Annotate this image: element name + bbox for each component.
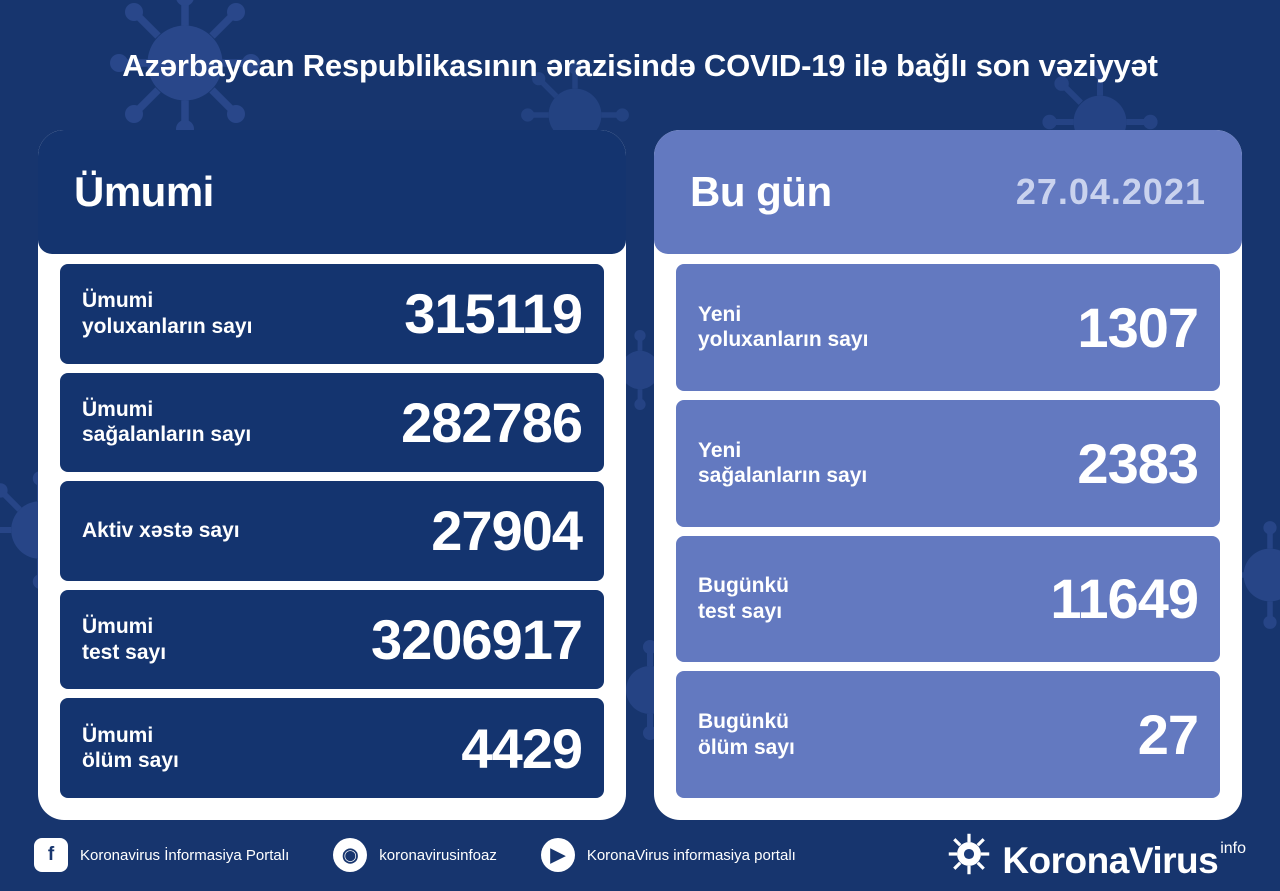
stat-label — [82, 397, 251, 448]
stat-label-line2: test sayı — [698, 599, 783, 623]
stat-label — [82, 614, 166, 665]
social-youtube[interactable] — [541, 838, 796, 872]
stat-label-line1: Ümumi — [82, 723, 154, 747]
stat-value: 315119 — [404, 282, 582, 346]
social-instagram-label: koronavirusinfoaz — [379, 846, 497, 864]
stat-label-line1: Ümumi — [82, 614, 154, 638]
stat-value: 11649 — [1050, 567, 1198, 631]
stat-label-line1: Ümumi — [82, 397, 154, 421]
brand-name: KoronaVirus — [1002, 840, 1219, 881]
stat-row — [60, 373, 604, 473]
stat-row — [676, 400, 1220, 527]
stat-row — [60, 698, 604, 798]
total-panel-rows — [38, 254, 626, 820]
stat-row — [60, 481, 604, 581]
stat-label-line2: sağalanların sayı — [82, 423, 252, 447]
today-panel-date: 27.04.2021 — [1015, 171, 1206, 212]
stat-row — [676, 264, 1220, 391]
stat-row — [60, 590, 604, 690]
stat-label — [698, 438, 867, 489]
social-facebook[interactable] — [34, 838, 289, 872]
total-panel — [38, 130, 626, 820]
today-panel-header — [654, 130, 1242, 254]
stat-label-line2: sağalanların sayı — [698, 464, 868, 488]
brand-suffix: info — [1220, 840, 1246, 857]
stat-label — [698, 302, 868, 353]
stat-label-line2: test sayı — [82, 640, 167, 664]
stat-label-line2: yoluxanların sayı — [698, 328, 869, 352]
stat-label — [82, 518, 240, 544]
today-panel — [654, 130, 1242, 820]
stat-label — [698, 573, 789, 624]
stat-label — [82, 723, 179, 774]
stat-label-line1: Bugünkü — [698, 710, 789, 734]
stat-value: 27904 — [431, 499, 582, 563]
social-youtube-label: KoronaVirus informasiya portalı — [586, 846, 796, 864]
instagram-icon[interactable]: ◉ — [333, 838, 367, 872]
stat-label-line1: Ümumi — [82, 289, 154, 313]
stat-label-line2: ölüm sayı — [82, 749, 179, 773]
total-panel-title: Ümumi — [74, 168, 214, 215]
stat-value: 27 — [1137, 703, 1198, 767]
social-instagram[interactable] — [333, 838, 497, 872]
stat-value: 282786 — [401, 390, 582, 454]
stat-value: 3206917 — [370, 608, 582, 672]
stats-panels — [38, 130, 1242, 820]
today-panel-rows — [654, 254, 1242, 820]
total-panel-header — [38, 130, 626, 254]
footer — [0, 819, 1280, 891]
stat-value: 1307 — [1077, 295, 1198, 359]
stat-label-line1: Bugünkü — [698, 574, 789, 598]
stat-label-line1: Yeni — [698, 438, 742, 462]
stat-value: 2383 — [1077, 431, 1198, 495]
stat-label-line1: Yeni — [698, 302, 742, 326]
stat-label-line1: Aktiv xəstə sayı — [82, 519, 240, 543]
stat-label — [698, 709, 795, 760]
stat-label-line2: ölüm sayı — [698, 735, 795, 759]
stat-label-line2: yoluxanların sayı — [82, 314, 253, 338]
social-facebook-label: Koronavirus İnformasiya Portalı — [80, 846, 290, 864]
brand-logo[interactable] — [946, 831, 1246, 879]
page-title: Azərbaycan Respublikasının ərazisində COVID-19 ilə bağlı son vəziyyət — [122, 48, 1158, 83]
stat-row — [676, 671, 1220, 798]
stat-row — [676, 536, 1220, 663]
stat-value: 4429 — [461, 716, 582, 780]
today-panel-title: Bu gün — [690, 168, 832, 215]
stat-row — [60, 264, 604, 364]
youtube-icon[interactable]: ▶ — [541, 838, 575, 872]
virus-icon — [946, 831, 992, 877]
facebook-icon[interactable]: f — [34, 838, 68, 872]
stat-label — [82, 288, 252, 339]
